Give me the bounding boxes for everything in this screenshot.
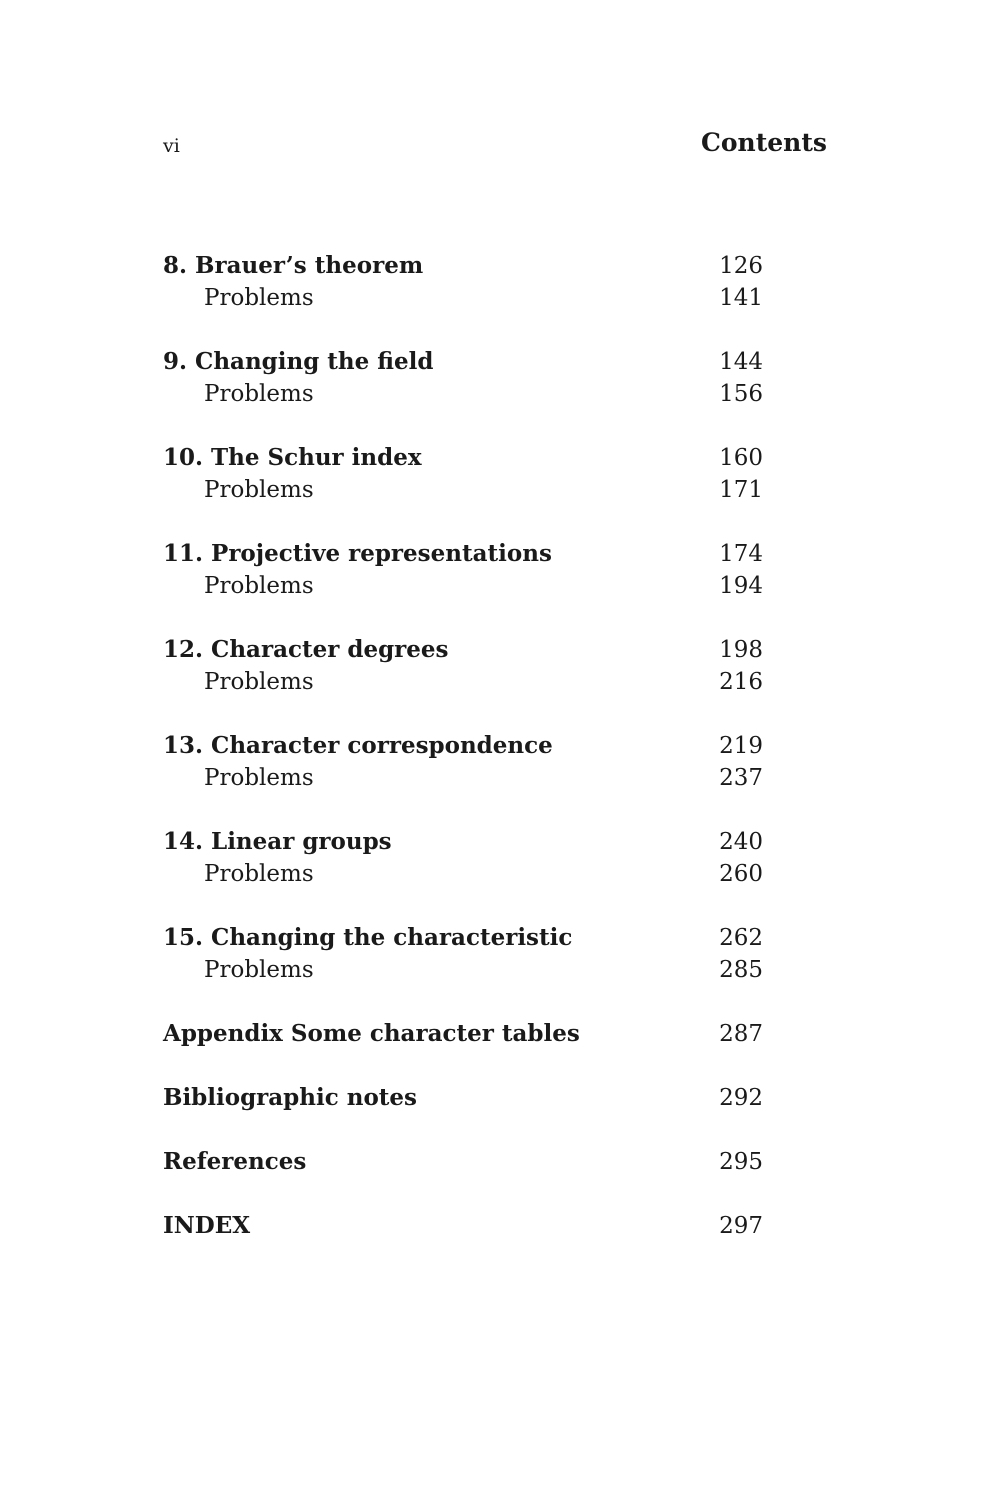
chapter-title: 8. Brauer’s theorem [163, 252, 424, 279]
toc-entry-chapter-12 [163, 634, 763, 698]
chapter-row[interactable] [163, 730, 763, 762]
problems-page-number: 194 [719, 573, 763, 599]
chapter-row[interactable] [163, 250, 763, 282]
chapter-page-number: 219 [719, 733, 763, 759]
chapter-row[interactable] [163, 826, 763, 858]
problems-label: Problems [204, 765, 314, 791]
chapter-row[interactable] [163, 442, 763, 474]
chapter-page-number: 240 [719, 829, 763, 855]
chapter-title: 9. Changing the field [163, 348, 434, 375]
running-head [163, 128, 827, 162]
chapter-row[interactable] [163, 538, 763, 570]
toc-entry-chapter-14 [163, 826, 763, 890]
problems-page-number: 237 [719, 765, 763, 791]
chapter-row[interactable] [163, 1210, 763, 1242]
problems-label: Problems [204, 285, 314, 311]
chapter-title: Appendix Some character tables [163, 1020, 580, 1047]
chapter-title: INDEX [163, 1212, 251, 1239]
chapter-page-number: 174 [719, 541, 763, 567]
chapter-row[interactable] [163, 634, 763, 666]
problems-row[interactable] [163, 762, 763, 794]
toc-entry-chapter-15 [163, 922, 763, 986]
problems-label: Problems [204, 957, 314, 983]
chapter-page-number: 126 [719, 253, 763, 279]
chapter-title: 11. Projective representations [163, 540, 552, 567]
chapter-title: 13. Character correspondence [163, 732, 553, 759]
problems-row[interactable] [163, 378, 763, 410]
chapter-title: 15. Changing the characteristic [163, 924, 573, 951]
chapter-row[interactable] [163, 922, 763, 954]
chapter-title: 14. Linear groups [163, 828, 392, 855]
toc-entry-references [163, 1146, 763, 1178]
chapter-page-number: 297 [719, 1213, 763, 1239]
chapter-title: 10. The Schur index [163, 444, 422, 471]
problems-label: Problems [204, 381, 314, 407]
problems-label: Problems [204, 861, 314, 887]
chapter-page-number: 144 [719, 349, 763, 375]
toc-entry-index [163, 1210, 763, 1242]
problems-label: Problems [204, 573, 314, 599]
table-of-contents [163, 250, 763, 1274]
problems-row[interactable] [163, 858, 763, 890]
problems-page-number: 171 [719, 477, 763, 503]
chapter-page-number: 262 [719, 925, 763, 951]
toc-entry-chapter-13 [163, 730, 763, 794]
toc-entry-chapter-10 [163, 442, 763, 506]
chapter-page-number: 198 [719, 637, 763, 663]
chapter-row[interactable] [163, 1082, 763, 1114]
problems-page-number: 216 [719, 669, 763, 695]
toc-entry-chapter-8 [163, 250, 763, 314]
problems-page-number: 141 [719, 285, 763, 311]
chapter-page-number: 295 [719, 1149, 763, 1175]
problems-row[interactable] [163, 954, 763, 986]
problems-row[interactable] [163, 282, 763, 314]
chapter-title: 12. Character degrees [163, 636, 449, 663]
chapter-row[interactable] [163, 346, 763, 378]
chapter-page-number: 287 [719, 1021, 763, 1047]
problems-label: Problems [204, 669, 314, 695]
toc-entry-appendix [163, 1018, 763, 1050]
problems-row[interactable] [163, 666, 763, 698]
problems-row[interactable] [163, 570, 763, 602]
chapter-title: Bibliographic notes [163, 1084, 417, 1111]
problems-page-number: 285 [719, 957, 763, 983]
problems-label: Problems [204, 477, 314, 503]
chapter-row[interactable] [163, 1146, 763, 1178]
toc-entry-bibliographic-notes [163, 1082, 763, 1114]
page-title: Contents [700, 128, 827, 157]
chapter-page-number: 160 [719, 445, 763, 471]
toc-entry-chapter-11 [163, 538, 763, 602]
problems-row[interactable] [163, 474, 763, 506]
page-number: vi [163, 135, 180, 157]
problems-page-number: 260 [719, 861, 763, 887]
toc-entry-chapter-9 [163, 346, 763, 410]
chapter-row[interactable] [163, 1018, 763, 1050]
chapter-page-number: 292 [719, 1085, 763, 1111]
problems-page-number: 156 [719, 381, 763, 407]
chapter-title: References [163, 1148, 307, 1175]
